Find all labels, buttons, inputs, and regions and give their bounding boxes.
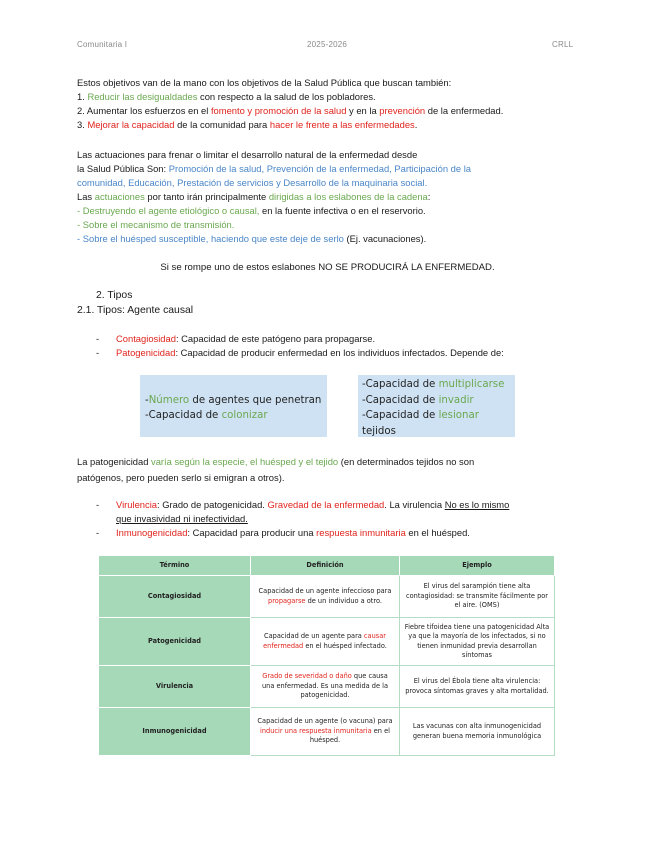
conclusion-line: Si se rompe uno de estos eslabones NO SE PRODUCIRÁ LA ENFERMEDAD.: [160, 262, 495, 273]
eslabon-bullet-1-highlight: - Destruyendo el agente etiológico o causal,: [77, 205, 260, 216]
eslabon-bullet-3-rest: (Ej. vacunaciones).: [343, 233, 427, 244]
objetivo-2-pre: 2. Aumentar los esfuerzos en el: [77, 105, 211, 116]
bullet-virulencia: [96, 498, 596, 512]
actuaciones-line-3: comunidad, Educación, Prestación de servicios y Desarrollo de la maquinaria social.: [77, 177, 428, 188]
bullet-patogenicidad: [96, 346, 596, 360]
table-header-ejemplo: Ejemplo: [400, 556, 555, 576]
term-virulencia: Virulencia: [116, 499, 157, 510]
actuaciones-block: [77, 148, 577, 246]
header-left: Comunitaria I: [77, 40, 128, 49]
table-header-termino: Término: [99, 556, 251, 576]
box-left-line-1: [145, 393, 321, 409]
table-cell-definition: [251, 708, 400, 756]
box-right-line-2: [362, 393, 474, 409]
def-text: Capacidad de un agente para: [264, 632, 364, 640]
box-right-line-4: tejidos: [362, 425, 396, 437]
table-cell-term: Contagiosidad: [99, 576, 251, 618]
box-factores-derecha: [358, 375, 515, 437]
inmunogenicidad-highlight: respuesta inmunitaria: [316, 527, 406, 538]
objetivo-1-num: 1.: [77, 91, 88, 102]
actuaciones-line-1: Las actuaciones para frenar o limitar el desarrollo natural de la enfermedad desde: [77, 149, 418, 160]
def-contagiosidad: : Capacidad de este patógeno para propagarse.: [175, 333, 376, 344]
bullet-dash: -: [96, 527, 100, 538]
objetivo-1-rest: con respecto a la salud de los pobladores.: [197, 91, 376, 102]
bullet-contagiosidad: [96, 332, 596, 346]
table-row: [99, 708, 555, 756]
actuaciones-line-2-highlight: Promoción de la salud, Prevención de la enfermedad, Participación de la: [168, 163, 471, 174]
table-header-row: [99, 556, 555, 576]
virulencia-line-2: [96, 512, 596, 526]
term-contagiosidad: Contagiosidad: [116, 333, 176, 344]
def-text: Capacidad de un agente infeccioso para: [258, 587, 392, 595]
bullet-dash: -: [96, 333, 100, 344]
virulencia-underline-1: No es lo mismo: [444, 499, 510, 510]
def-highlight: inducir una respuesta inmunitaria: [260, 726, 372, 735]
actuaciones-line-2: [77, 162, 577, 176]
table-cell-term: Virulencia: [99, 666, 251, 708]
variacion-line-1: [77, 455, 577, 469]
def-text: de un individuo a otro.: [305, 596, 382, 605]
section-heading-tipos: 2. Tipos: [96, 290, 133, 301]
table-cell-example: El virus del sarampión tiene alta contagiosidad: se transmite fácilmente por el aire. (OMS): [400, 576, 555, 618]
box-left-line-2-pre: -Capacidad de: [145, 410, 222, 421]
box-right-line-3-highlight: lesionar: [438, 410, 479, 421]
objetivo-3-num: 3.: [77, 119, 88, 130]
inmunogenicidad-pre: : Capacidad para producir una: [187, 527, 317, 538]
actuaciones-line-2-pre: la Salud Pública Son:: [77, 163, 169, 174]
term-patogenicidad: Patogenicidad: [116, 347, 176, 358]
objetivo-3: [77, 118, 577, 132]
box-left-line-1-pre: -: [145, 395, 149, 406]
virulencia-pre: : Grado de patogenicidad.: [157, 499, 268, 510]
variacion-line-1-rest: (en determinados tejidos no son: [338, 456, 475, 467]
def-highlight: Grado de severidad o daño: [262, 672, 352, 681]
objetivo-3-end: .: [414, 119, 418, 130]
objetivo-3-highlight-2: hacer le frente a las enfermedades: [269, 119, 415, 130]
table-row: [99, 618, 555, 666]
table-cell-example: El virus del Ébola tiene alta virulencia: provoca síntomas graves y alta mortalidad.: [400, 666, 555, 708]
objetivo-2-mid: y en la: [346, 105, 380, 116]
box-right-line-1: [362, 377, 504, 393]
objetivo-2-rest: de la enfermedad.: [425, 105, 504, 116]
box-left-line-2: [145, 408, 268, 424]
def-text: Capacidad de un agente (o vacuna) para: [257, 717, 393, 726]
box-right-line-2-highlight: invadir: [438, 394, 474, 406]
table-cell-definition: [251, 576, 400, 618]
actuaciones-line-4: [77, 190, 577, 204]
def-text: en el huésped infectado.: [303, 641, 387, 650]
variacion-line-1-pre: La patogenicidad: [77, 456, 152, 467]
objetivos-intro: Estos objetivos van de la mano con los objetivos de la Salud Pública que buscan también:: [77, 77, 452, 88]
table-cell-definition: [251, 666, 400, 708]
def-text: en el huésped.: [309, 726, 390, 745]
term-inmunogenicidad: Inmunogenicidad: [116, 527, 188, 538]
table-cell-term: Inmunogenicidad: [99, 708, 251, 756]
def-patogenicidad: : Capacidad de producir enfermedad en los individuos infectados. Depende de:: [175, 347, 504, 358]
bullet-dash: -: [96, 347, 100, 358]
box-right-line-1-pre: -Capacidad de: [362, 379, 439, 390]
inmunogenicidad-rest: en el huésped.: [405, 527, 470, 538]
objetivo-2-highlight-2: prevención: [379, 105, 426, 116]
eslabon-bullet-3-highlight-2: haciendo que este deje de serlo: [208, 233, 344, 244]
eslabon-bullet-1: [77, 204, 577, 218]
table-cell-term: Patogenicidad: [99, 618, 251, 666]
actuaciones-line-4-end: :: [427, 191, 431, 202]
subsection-heading-agente-causal: 2.1. Tipos: Agente causal: [77, 305, 194, 316]
variacion-line-2: patógenos, pero pueden serlo si emigran a otros).: [77, 472, 285, 483]
box-left-line-2-highlight: colonizar: [221, 410, 268, 421]
actuaciones-line-4-highlight-1: actuaciones: [94, 191, 145, 202]
def-text: que causa una enfermedad. Es una medida de la patogenicidad.: [261, 672, 388, 700]
bullet-inmunogenicidad: [96, 526, 596, 540]
def-highlight: propagarse: [268, 596, 306, 605]
actuaciones-line-4-mid: por tanto irán principalmente: [144, 191, 269, 202]
table-cell-example: Las vacunas con alta inmunogenicidad generan buena memoria inmunológica: [400, 708, 555, 756]
box-left-line-1-rest: de agentes que penetran: [189, 395, 322, 406]
table-header-definicion: Definición: [251, 556, 400, 576]
actuaciones-line-4-highlight-2: dirigidas a los eslabones de la cadena: [268, 191, 428, 202]
virulencia-bullets: [96, 498, 596, 540]
objetivo-3-highlight-1: Mejorar la capacidad: [87, 119, 175, 130]
header-center: 2025-2026: [307, 40, 348, 49]
table-cell-example: Fiebre tifoidea tiene una patogenicidad Alta ya que la mayoría de los infectados, si no tienen inmunidad previa desarrollan síntomas: [400, 618, 555, 666]
objetivo-1: [77, 90, 577, 104]
def-highlight: causar enfermedad: [263, 632, 386, 650]
box-left-line-1-highlight: Número: [148, 395, 190, 406]
objetivo-2: [77, 104, 577, 118]
box-right-line-1-highlight: multiplicarse: [438, 379, 505, 390]
box-right-line-2-pre: -Capacidad de: [362, 394, 439, 406]
virulencia-highlight: Gravedad de la enfermedad: [267, 499, 385, 510]
eslabon-bullet-2: - Sobre el mecanismo de transmisión.: [77, 219, 235, 230]
eslabon-bullet-3: [77, 232, 577, 246]
bullet-dash: -: [96, 499, 100, 510]
actuaciones-line-4-pre: Las: [77, 191, 95, 202]
virulencia-underline-2: que invasividad ni inefectividad.: [116, 513, 248, 524]
tipos-bullets: [96, 332, 596, 360]
objetivo-3-mid: de la comunidad para: [174, 119, 270, 130]
eslabon-bullet-3-highlight-1: - Sobre el huésped susceptible,: [77, 233, 209, 244]
eslabon-bullet-1-rest: en la fuente infectiva o en el reservorio.: [259, 205, 426, 216]
table-cell-definition: [251, 618, 400, 666]
objetivos-block: [77, 76, 577, 132]
box-right-line-3-pre: -Capacidad de: [362, 410, 439, 421]
variacion-line-1-highlight: varía según la especie, el huésped y el tejido: [151, 456, 339, 467]
box-right-line-3: [362, 408, 479, 424]
header-right: CRLL: [552, 40, 574, 49]
variacion-block: [77, 455, 577, 485]
table-row: [99, 666, 555, 708]
objetivo-2-highlight-1: fomento y promoción de la salud: [210, 105, 347, 116]
tabla-conceptos: [98, 555, 555, 756]
table-row: [99, 576, 555, 618]
box-factores-izquierda: [140, 375, 327, 437]
objetivo-1-highlight: Reducir las desigualdades: [87, 91, 198, 102]
virulencia-mid: . La virulencia: [384, 499, 445, 510]
